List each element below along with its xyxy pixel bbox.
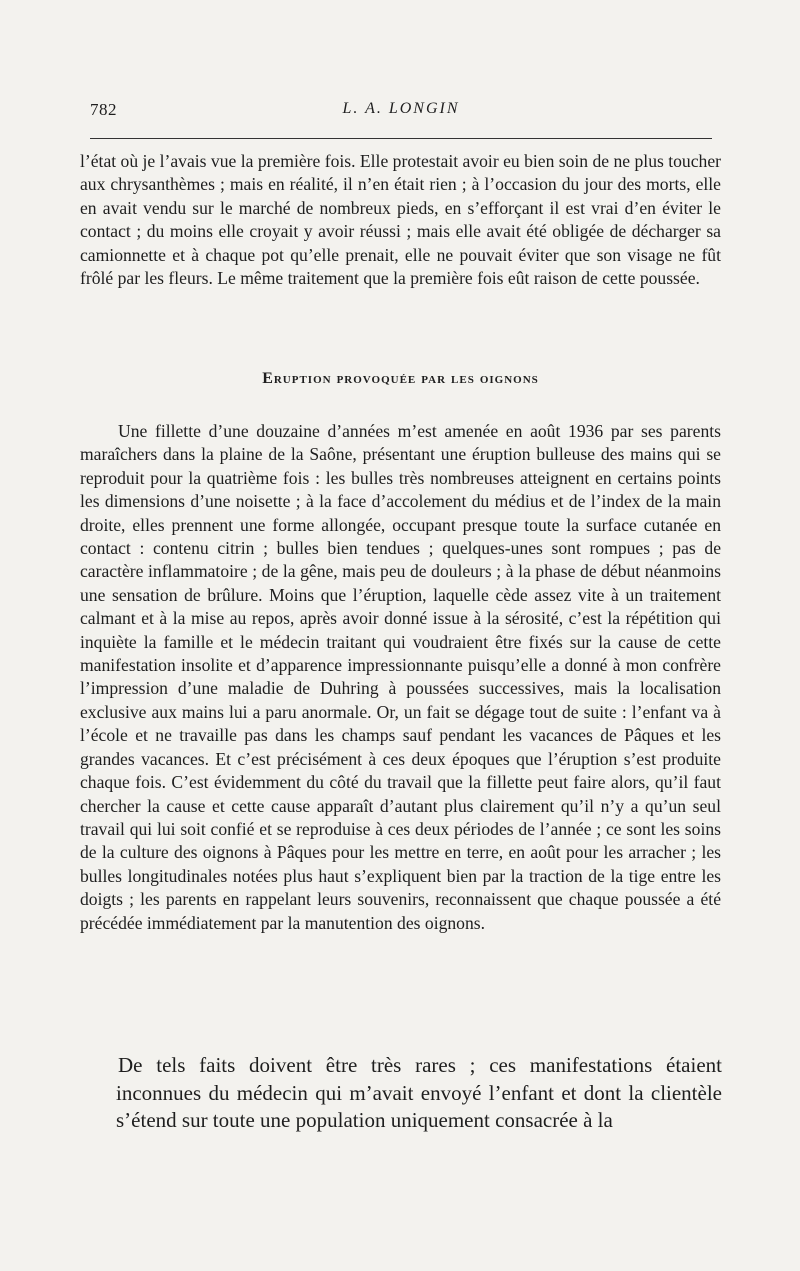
continued-paragraph: l’état où je l’avais vue la première fois. Elle protestait avoir eu bien soin de ne plus toucher aux chrysanthèmes ; mais en réalité, il n’en était rien ; à l’occasion du jour des morts, elle en avait vendu sur le marché de nombreux pieds, en s’efforçant il est vrai d’en éviter le contact ; du moins elle croyait y avoir réussi ; mais elle avait été obligée de décharger sa camionnette et à chaque pot qu’elle prenait, elle ne pouvait éviter que son visage ne fût frôlé par les fleurs. Le même traitement que la première fois eût raison de cette poussée. [80,151,721,289]
page-header [90,100,712,130]
running-head: L. A. LONGIN [342,100,460,117]
section-heading: Eruption provoquée par les oignons [262,370,539,387]
large-paragraph: De tels faits doivent être très rares ; ces manifestations étaient inconnues du médecin qui m’avait envoyé l’enfant et dont la clientèle s’étend sur toute une population uniquement consacrée à la [116,1053,722,1132]
page-number: 782 [90,100,117,119]
main-paragraph: Une fillette d’une douzaine d’années m’est amenée en août 1936 par ses parents maraîchers dans la plaine de la Saône, présentant une éruption bulleuse des mains qui se reproduit pour la quatrième fois : les bulles très nombreuses atteignent en certains points les dimensions d’une noisette ; à la face d’accolement du médius et de l’index de la main droite, elles prennent une forme allongée, occupant presque toute la surface cutanée en contact : contenu citrin ; bulles bien tendues ; quelques-unes sont rompues ; pas de caractère inflammatoire ; de la gêne, mais peu de douleurs ; à la phase de début néanmoins une sensation de brûlure. Moins que l’éruption, laquelle cède assez vite à un traitement calmant et à la mise au repos, après avoir donné issue à la sérosité, c’est la répétition qui inquiète la famille et le médecin traitant qui voudraient être fixés sur la cause de cette manifestation insolite et d’apparence impressionnante puisqu’elle a donné à mon confrère l’impression d’une maladie de Duhring à poussées successives, mais la localisation exclusive aux mains lui a paru anormale. Or, un fait se dégage tout de suite : l’enfant va à l’école et ne travaille pas dans les champs sauf pendant les vacances de Pâques et les grandes vacances. Et c’est précisément à ces deux époques que l’éruption s’est produite chaque fois. C’est évidemment du côté du travail que la fillette peut faire alors, qu’il faut chercher la cause et cette cause apparaît d’autant plus clairement qu’il n’y a qu’un seul travail qui lui soit confié et se reproduise à ces deux périodes de l’année ; ce sont les soins de la culture des oignons à Pâques pour les mettre en terre, en août pour les arracher ; les bulles longitudinales notées plus haut s’expliquent bien par la traction de la tige entre les doigts ; les parents en rappelant leurs souvenirs, reconnaissent que chaque poussée a été précédée immédiatement par la manutention des oignons. [80,421,721,933]
header-rule [90,138,712,139]
